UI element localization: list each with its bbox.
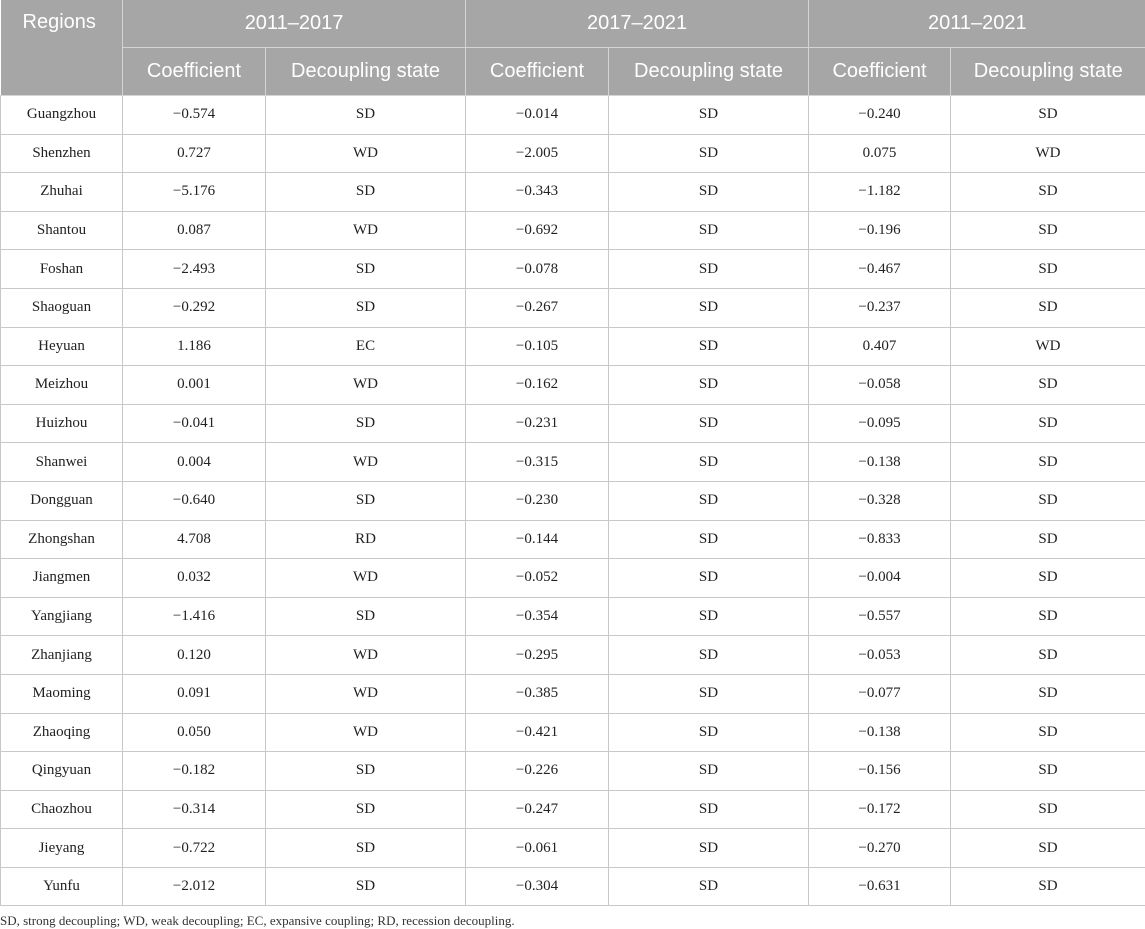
decoupling-state-2017-2021-cell: SD: [609, 597, 809, 636]
period-header-2017-2021: 2017–2021: [466, 0, 809, 48]
decoupling-state-2011-2021-cell: SD: [951, 674, 1145, 713]
coefficient-2011-2017-cell: 0.004: [123, 443, 266, 482]
coefficient-2011-2021-cell: −1.182: [809, 173, 951, 212]
coefficient-2011-2017-cell: −0.292: [123, 288, 266, 327]
decoupling-state-2011-2017-cell: SD: [266, 790, 466, 829]
region-cell: Shanwei: [1, 443, 123, 482]
table-row: [1, 250, 1145, 289]
coefficient-2017-2021-cell: −0.247: [466, 790, 609, 829]
coefficient-2017-2021-cell: −0.343: [466, 173, 609, 212]
decoupling-state-2011-2021-cell: SD: [951, 173, 1145, 212]
coefficient-2017-2021-cell: −0.295: [466, 636, 609, 675]
coefficient-2017-2021-cell: −0.105: [466, 327, 609, 366]
coefficient-2011-2017-cell: 0.001: [123, 366, 266, 405]
decoupling-state-2011-2021-cell: SD: [951, 790, 1145, 829]
regions-column-header: Regions: [1, 0, 123, 96]
coefficient-2011-2017-cell: −2.012: [123, 867, 266, 906]
table-row: [1, 288, 1145, 327]
table-row: [1, 211, 1145, 250]
coefficient-2017-2021-cell: −0.230: [466, 481, 609, 520]
coefficient-2011-2017-cell: −2.493: [123, 250, 266, 289]
decoupling-state-2017-2021-cell: SD: [609, 481, 809, 520]
decoupling-state-2017-2021-cell: SD: [609, 674, 809, 713]
decoupling-state-2011-2017-cell: RD: [266, 520, 466, 559]
decoupling-state-2017-2021-cell: SD: [609, 559, 809, 598]
region-cell: Jieyang: [1, 829, 123, 868]
decoupling-state-2011-2021-cell: SD: [951, 867, 1145, 906]
table-row: [1, 752, 1145, 791]
coefficient-2011-2017-cell: −0.722: [123, 829, 266, 868]
decoupling-state-2011-2021-cell: SD: [951, 211, 1145, 250]
coefficient-2011-2017-cell: −0.640: [123, 481, 266, 520]
decoupling-state-2011-2017-cell: SD: [266, 96, 466, 135]
coefficient-2017-2021-cell: −0.385: [466, 674, 609, 713]
decoupling-state-2011-2021-cell: SD: [951, 752, 1145, 791]
decoupling-state-2011-2021-cell: SD: [951, 481, 1145, 520]
coefficient-header-2017-2021: Coefficient: [466, 48, 609, 96]
region-cell: Foshan: [1, 250, 123, 289]
coefficient-2017-2021-cell: −0.052: [466, 559, 609, 598]
table-body: [1, 96, 1145, 906]
header-row-periods: [1, 0, 1145, 48]
coefficient-2011-2017-cell: 1.186: [123, 327, 266, 366]
coefficient-2011-2017-cell: 0.050: [123, 713, 266, 752]
decoupling-state-header-2011-2021: Decoupling state: [951, 48, 1145, 96]
region-cell: Zhaoqing: [1, 713, 123, 752]
table-row: [1, 790, 1145, 829]
decoupling-state-2017-2021-cell: SD: [609, 752, 809, 791]
region-cell: Huizhou: [1, 404, 123, 443]
decoupling-state-2011-2017-cell: SD: [266, 288, 466, 327]
coefficient-2011-2021-cell: −0.172: [809, 790, 951, 829]
coefficient-2011-2021-cell: −0.196: [809, 211, 951, 250]
decoupling-state-2017-2021-cell: SD: [609, 404, 809, 443]
coefficient-2011-2021-cell: −0.631: [809, 867, 951, 906]
coefficient-2017-2021-cell: −0.144: [466, 520, 609, 559]
decoupling-state-2011-2017-cell: WD: [266, 366, 466, 405]
decoupling-state-2017-2021-cell: SD: [609, 790, 809, 829]
coefficient-2017-2021-cell: −0.061: [466, 829, 609, 868]
region-cell: Meizhou: [1, 366, 123, 405]
region-cell: Dongguan: [1, 481, 123, 520]
table-row: [1, 520, 1145, 559]
table-row: [1, 636, 1145, 675]
decoupling-state-2011-2021-cell: SD: [951, 404, 1145, 443]
table-row: [1, 559, 1145, 598]
coefficient-2011-2021-cell: −0.237: [809, 288, 951, 327]
region-cell: Guangzhou: [1, 96, 123, 135]
region-cell: Jiangmen: [1, 559, 123, 598]
decoupling-state-2011-2021-cell: WD: [951, 134, 1145, 173]
decoupling-state-2011-2021-cell: SD: [951, 559, 1145, 598]
coefficient-2011-2021-cell: −0.058: [809, 366, 951, 405]
coefficient-2011-2017-cell: 0.091: [123, 674, 266, 713]
table-row: [1, 481, 1145, 520]
coefficient-2011-2017-cell: 0.727: [123, 134, 266, 173]
table-row: [1, 713, 1145, 752]
decoupling-state-2011-2017-cell: SD: [266, 481, 466, 520]
decoupling-state-2011-2021-cell: SD: [951, 366, 1145, 405]
coefficient-header-2011-2021: Coefficient: [809, 48, 951, 96]
coefficient-2011-2017-cell: −0.314: [123, 790, 266, 829]
decoupling-state-2017-2021-cell: SD: [609, 713, 809, 752]
decoupling-state-2017-2021-cell: SD: [609, 867, 809, 906]
coefficient-2011-2017-cell: 0.032: [123, 559, 266, 598]
coefficient-2011-2017-cell: 0.120: [123, 636, 266, 675]
region-cell: Shenzhen: [1, 134, 123, 173]
decoupling-state-2011-2017-cell: SD: [266, 173, 466, 212]
decoupling-state-2011-2017-cell: SD: [266, 867, 466, 906]
coefficient-2017-2021-cell: −2.005: [466, 134, 609, 173]
period-header-2011-2017: 2011–2017: [123, 0, 466, 48]
region-cell: Zhanjiang: [1, 636, 123, 675]
decoupling-state-2017-2021-cell: SD: [609, 250, 809, 289]
coefficient-2011-2017-cell: −0.182: [123, 752, 266, 791]
decoupling-state-2017-2021-cell: SD: [609, 366, 809, 405]
table-row: [1, 443, 1145, 482]
coefficient-2017-2021-cell: −0.315: [466, 443, 609, 482]
decoupling-state-2011-2017-cell: WD: [266, 636, 466, 675]
coefficient-2011-2017-cell: −1.416: [123, 597, 266, 636]
decoupling-state-2011-2021-cell: SD: [951, 713, 1145, 752]
coefficient-2017-2021-cell: −0.304: [466, 867, 609, 906]
coefficient-2017-2021-cell: −0.014: [466, 96, 609, 135]
region-cell: Heyuan: [1, 327, 123, 366]
decoupling-state-2017-2021-cell: SD: [609, 327, 809, 366]
coefficient-2011-2021-cell: −0.328: [809, 481, 951, 520]
decoupling-state-2017-2021-cell: SD: [609, 636, 809, 675]
table-row: [1, 327, 1145, 366]
coefficient-2011-2021-cell: −0.004: [809, 559, 951, 598]
region-cell: Shantou: [1, 211, 123, 250]
coefficient-2017-2021-cell: −0.421: [466, 713, 609, 752]
decoupling-state-2011-2017-cell: WD: [266, 443, 466, 482]
coefficient-2011-2021-cell: −0.138: [809, 443, 951, 482]
coefficient-2011-2021-cell: −0.240: [809, 96, 951, 135]
coefficient-2011-2017-cell: −0.041: [123, 404, 266, 443]
decoupling-state-header-2011-2017: Decoupling state: [266, 48, 466, 96]
decoupling-state-2017-2021-cell: SD: [609, 829, 809, 868]
table-row: [1, 867, 1145, 906]
decoupling-state-2011-2017-cell: WD: [266, 211, 466, 250]
coefficient-2017-2021-cell: −0.162: [466, 366, 609, 405]
table-row: [1, 173, 1145, 212]
coefficient-2011-2021-cell: −0.053: [809, 636, 951, 675]
decoupling-state-2011-2021-cell: SD: [951, 597, 1145, 636]
decoupling-state-header-2017-2021: Decoupling state: [609, 48, 809, 96]
decoupling-state-2017-2021-cell: SD: [609, 96, 809, 135]
coefficient-2011-2021-cell: −0.833: [809, 520, 951, 559]
decoupling-state-2011-2017-cell: WD: [266, 559, 466, 598]
table-row: [1, 829, 1145, 868]
coefficient-2017-2021-cell: −0.226: [466, 752, 609, 791]
decoupling-state-2017-2021-cell: SD: [609, 173, 809, 212]
decoupling-state-2011-2021-cell: SD: [951, 636, 1145, 675]
coefficient-2011-2017-cell: −0.574: [123, 96, 266, 135]
coefficient-2011-2021-cell: −0.156: [809, 752, 951, 791]
decoupling-state-2011-2021-cell: SD: [951, 250, 1145, 289]
decoupling-state-2011-2017-cell: SD: [266, 597, 466, 636]
coefficient-2017-2021-cell: −0.231: [466, 404, 609, 443]
decoupling-state-2011-2017-cell: SD: [266, 829, 466, 868]
coefficient-2017-2021-cell: −0.354: [466, 597, 609, 636]
table-row: [1, 404, 1145, 443]
table-row: [1, 96, 1145, 135]
decoupling-state-2011-2021-cell: SD: [951, 520, 1145, 559]
table-row: [1, 366, 1145, 405]
region-cell: Chaozhou: [1, 790, 123, 829]
decoupling-state-2011-2017-cell: WD: [266, 134, 466, 173]
coefficient-2011-2021-cell: −0.467: [809, 250, 951, 289]
decoupling-state-2011-2017-cell: SD: [266, 752, 466, 791]
coefficient-2017-2021-cell: −0.267: [466, 288, 609, 327]
region-cell: Maoming: [1, 674, 123, 713]
coefficient-2017-2021-cell: −0.692: [466, 211, 609, 250]
coefficient-2011-2021-cell: 0.407: [809, 327, 951, 366]
coefficient-2011-2021-cell: −0.557: [809, 597, 951, 636]
coefficient-2011-2017-cell: −5.176: [123, 173, 266, 212]
table-row: [1, 134, 1145, 173]
region-cell: Yangjiang: [1, 597, 123, 636]
decoupling-state-2017-2021-cell: SD: [609, 134, 809, 173]
table-row: [1, 597, 1145, 636]
region-cell: Yunfu: [1, 867, 123, 906]
coefficient-2011-2021-cell: 0.075: [809, 134, 951, 173]
decoupling-state-2011-2021-cell: SD: [951, 443, 1145, 482]
decoupling-state-2011-2017-cell: WD: [266, 674, 466, 713]
decoupling-state-2017-2021-cell: SD: [609, 520, 809, 559]
decoupling-state-2011-2017-cell: WD: [266, 713, 466, 752]
decoupling-state-2017-2021-cell: SD: [609, 443, 809, 482]
period-header-2011-2021: 2011–2021: [809, 0, 1145, 48]
region-cell: Shaoguan: [1, 288, 123, 327]
coefficient-2011-2021-cell: −0.095: [809, 404, 951, 443]
table-row: [1, 674, 1145, 713]
coefficient-2011-2021-cell: −0.077: [809, 674, 951, 713]
decoupling-state-2011-2021-cell: WD: [951, 327, 1145, 366]
coefficient-2011-2021-cell: −0.270: [809, 829, 951, 868]
table-footnote: SD, strong decoupling; WD, weak decoupling; EC, expansive coupling; RD, recession decoupling.: [0, 913, 515, 928]
region-cell: Zhongshan: [1, 520, 123, 559]
decoupling-state-2017-2021-cell: SD: [609, 211, 809, 250]
table-header: [1, 0, 1145, 96]
coefficient-2017-2021-cell: −0.078: [466, 250, 609, 289]
region-cell: Qingyuan: [1, 752, 123, 791]
decoupling-state-2011-2017-cell: EC: [266, 327, 466, 366]
decoupling-state-2017-2021-cell: SD: [609, 288, 809, 327]
region-cell: Zhuhai: [1, 173, 123, 212]
decoupling-state-2011-2017-cell: SD: [266, 404, 466, 443]
coefficient-header-2011-2017: Coefficient: [123, 48, 266, 96]
header-row-subcolumns: [1, 48, 1145, 96]
coefficient-2011-2021-cell: −0.138: [809, 713, 951, 752]
decoupling-state-2011-2021-cell: SD: [951, 829, 1145, 868]
coefficient-2011-2017-cell: 0.087: [123, 211, 266, 250]
decoupling-state-2011-2021-cell: SD: [951, 288, 1145, 327]
decoupling-state-2011-2017-cell: SD: [266, 250, 466, 289]
coefficient-2011-2017-cell: 4.708: [123, 520, 266, 559]
decoupling-state-2011-2021-cell: SD: [951, 96, 1145, 135]
